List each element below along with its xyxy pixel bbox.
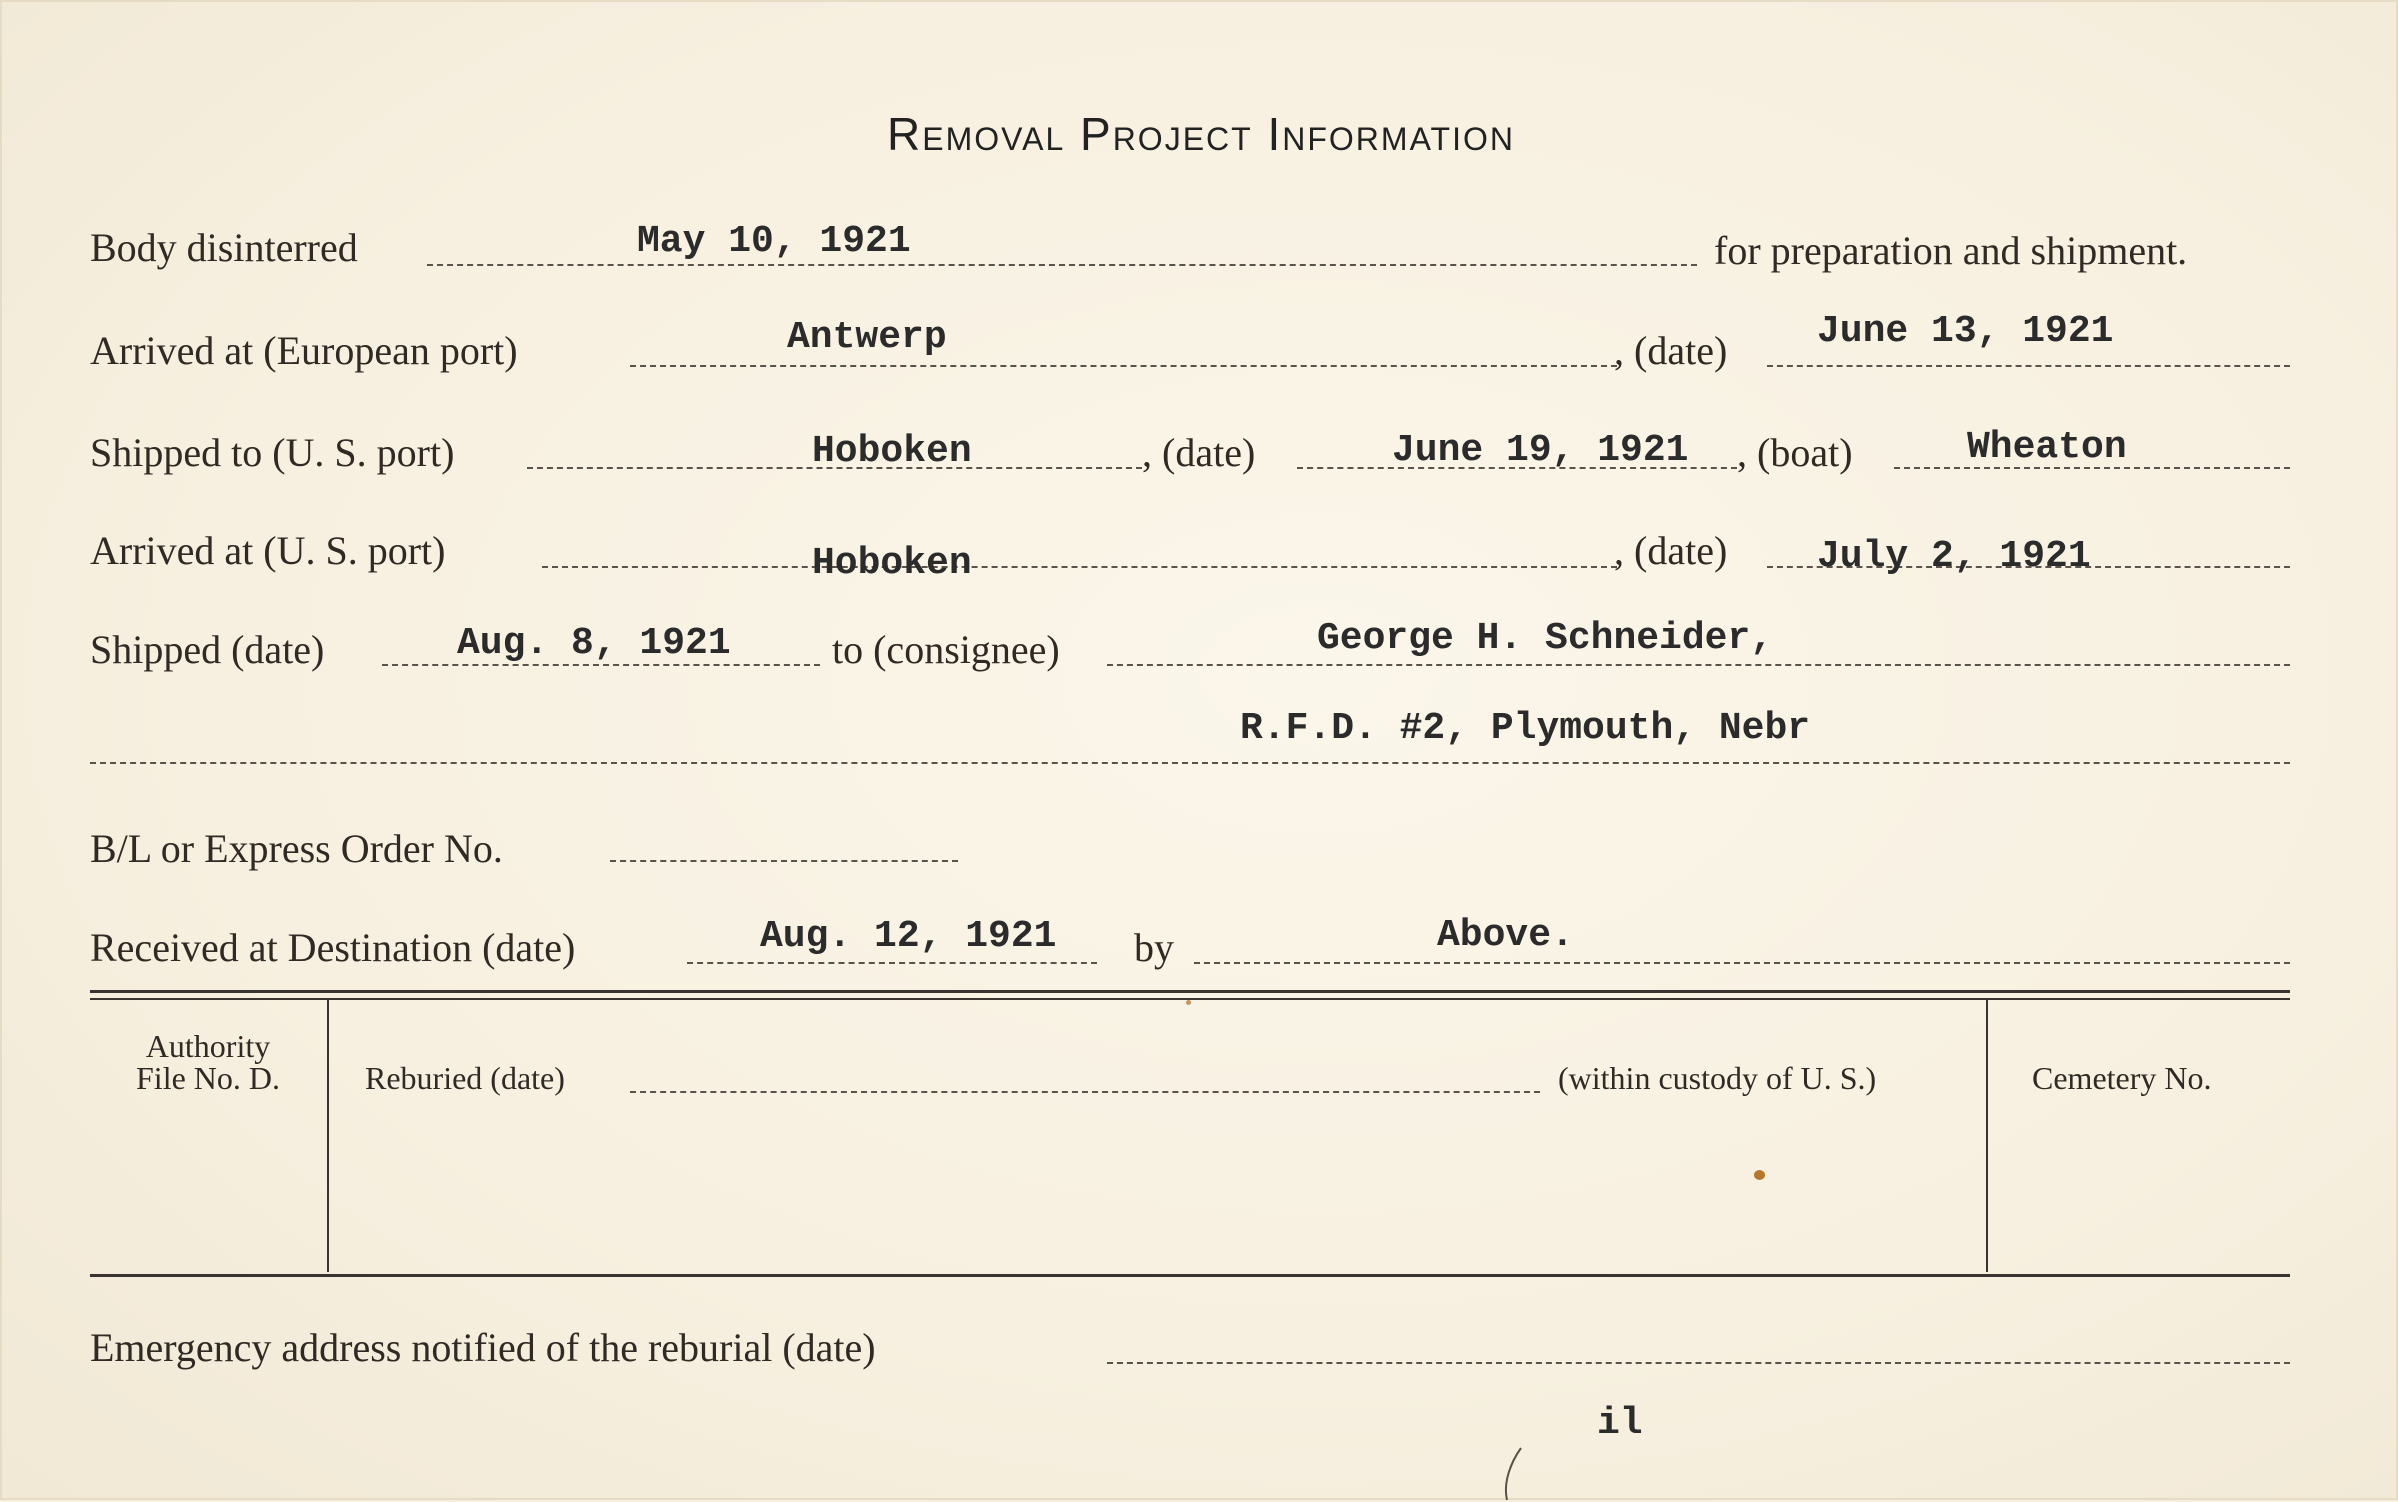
consignee-label: to (consignee)	[832, 627, 1060, 672]
arrived-european-date: June 13, 1921	[1817, 310, 2114, 353]
consignee-line	[1107, 664, 2290, 666]
consignee-address-line	[90, 762, 2290, 764]
arrived-us-line	[542, 566, 1617, 568]
stain-dot	[1186, 1000, 1191, 1005]
bl-label: B/L or Express Order No.	[90, 826, 503, 871]
body-disinterred-line	[427, 264, 1697, 266]
pen-stroke-mark	[1497, 1442, 1537, 1502]
table-top-rule	[90, 990, 2290, 993]
arrived-european-date-label: , (date)	[1614, 328, 1728, 373]
reburied-label: Reburied (date)	[365, 1060, 565, 1096]
card-title: Removal Project Information	[887, 108, 1515, 160]
body-disinterred-value: May 10, 1921	[637, 220, 911, 263]
custody-label: (within custody of U. S.)	[1558, 1060, 1877, 1096]
table-divider-right	[1986, 1000, 1988, 1272]
received-by-line	[1194, 962, 2290, 964]
shipped-us-port: Hoboken	[812, 430, 972, 473]
reburied-line	[630, 1091, 1540, 1093]
arrived-european-label: Arrived at (European port)	[90, 328, 518, 373]
received-date-line	[687, 962, 1097, 964]
shipped-date: Aug. 8, 1921	[457, 622, 731, 665]
shipped-us-date-label: , (date)	[1142, 430, 1256, 475]
footer-mark: il	[1597, 1402, 1643, 1445]
arrived-us-date-label: , (date)	[1614, 528, 1728, 573]
arrived-european-date-line	[1767, 365, 2290, 367]
arrived-us-port: Hoboken	[812, 542, 972, 585]
emergency-line	[1107, 1362, 2290, 1364]
cemetery-label: Cemetery No.	[2032, 1060, 2212, 1096]
arrived-european-port: Antwerp	[787, 316, 947, 359]
received-by: Above.	[1437, 914, 1574, 957]
body-disinterred-label: Body disinterred	[90, 225, 358, 270]
arrived-us-label: Arrived at (U. S. port)	[90, 528, 446, 573]
emergency-label: Emergency address notified of the reburial (date)	[90, 1325, 876, 1370]
authority-label-1: Authority	[145, 1028, 271, 1064]
arrived-european-line	[630, 365, 1617, 367]
table-divider-left	[327, 1000, 329, 1272]
received-date: Aug. 12, 1921	[760, 915, 1057, 958]
shipped-date-label: Shipped (date)	[90, 627, 325, 672]
shipped-us-date: June 19, 1921	[1392, 429, 1689, 472]
received-by-label: by	[1134, 925, 1174, 970]
received-label: Received at Destination (date)	[90, 925, 576, 970]
bl-line	[610, 860, 958, 862]
body-disinterred-suffix: for preparation and shipment.	[1714, 228, 2188, 273]
shipped-us-boat: Wheaton	[1967, 426, 2127, 469]
stain-mark	[1754, 1170, 1765, 1180]
consignee-name: George H. Schneider,	[1317, 617, 1774, 660]
arrived-us-date: July 2, 1921	[1817, 535, 2091, 578]
shipped-us-boat-label: , (boat)	[1737, 430, 1853, 475]
consignee-address: R.F.D. #2, Plymouth, Nebr	[1240, 707, 1811, 750]
authority-label-2: File No. D.	[136, 1060, 280, 1096]
shipped-us-label: Shipped to (U. S. port)	[90, 430, 455, 475]
table-bottom-rule	[90, 1274, 2290, 1277]
